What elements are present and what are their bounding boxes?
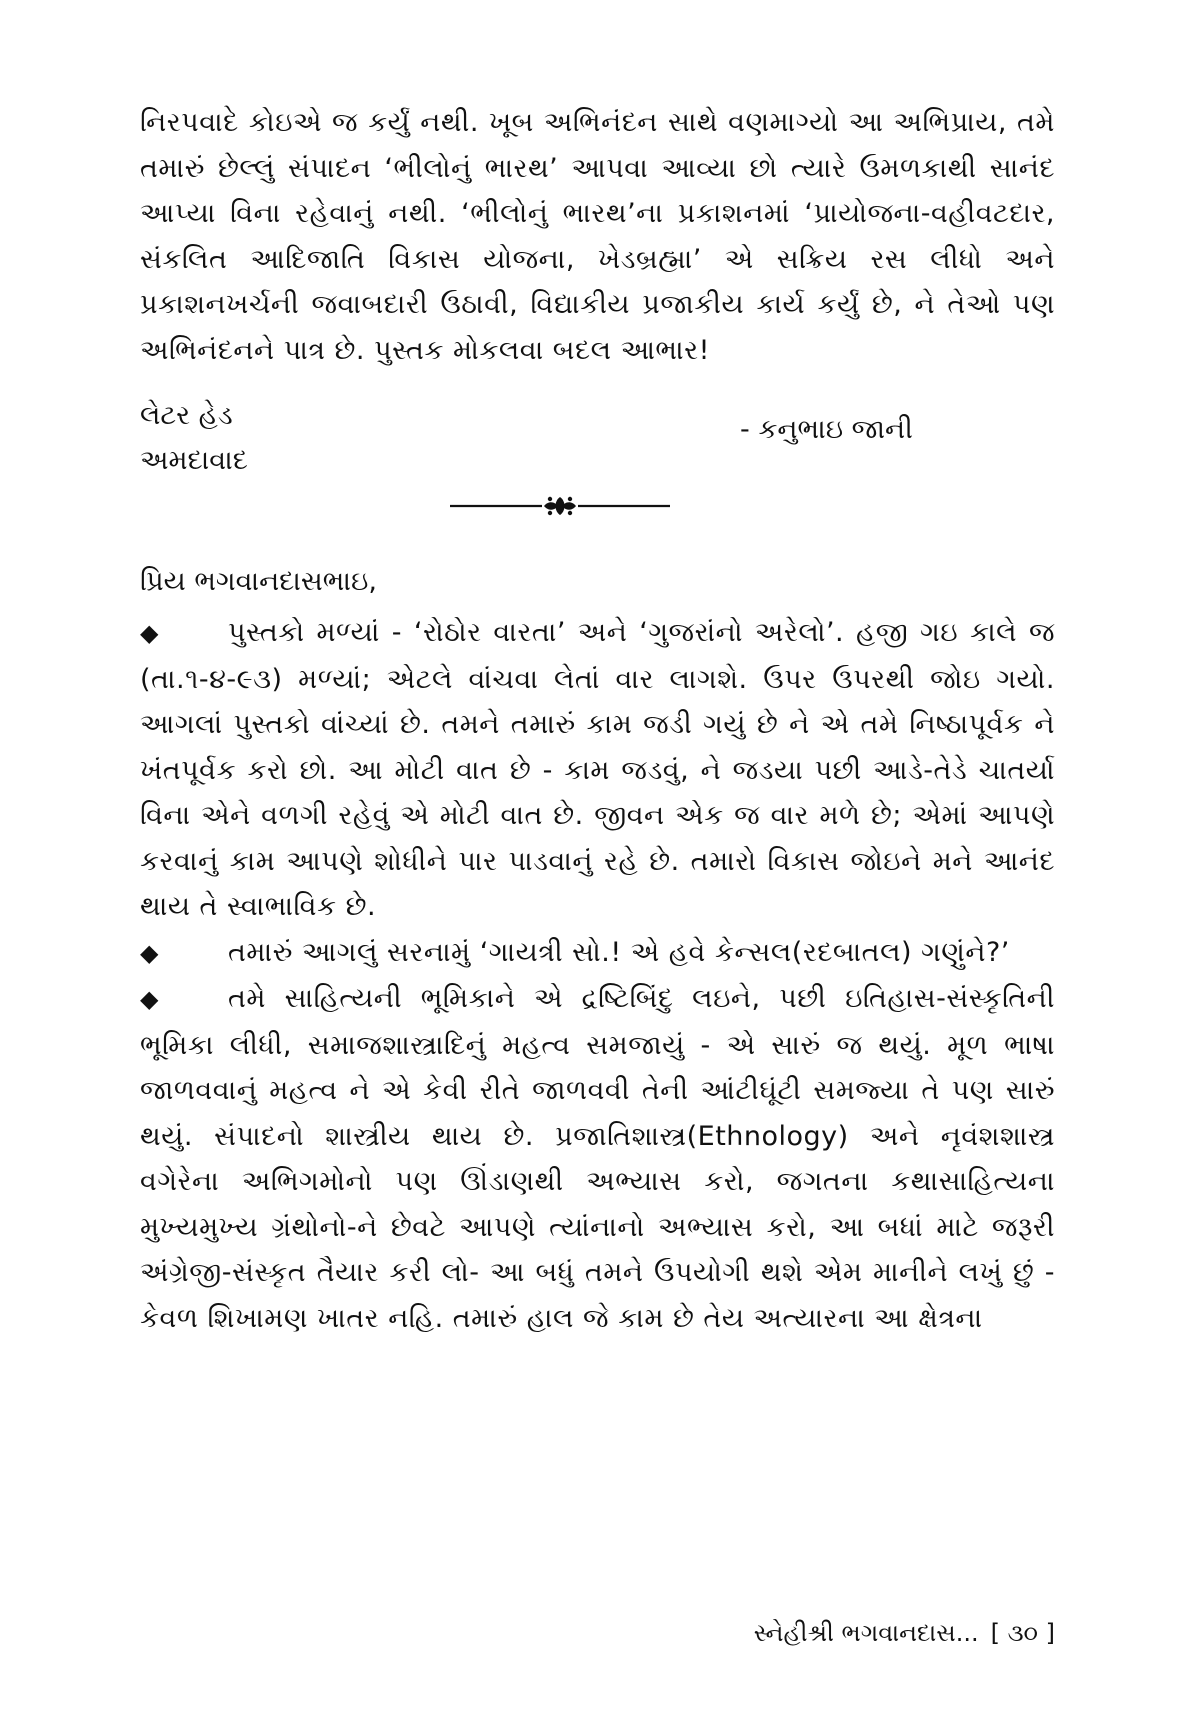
letter2-paragraph-3 <box>140 976 1055 1341</box>
section-divider <box>140 491 1055 531</box>
letter2-paragraph-text: તમારું આગલું સરનામું ‘ગાયત્રી સો.! એ હવે કેન્સલ(રદબાતલ) ગણુંને?’ <box>228 936 1010 968</box>
sender-place-line1: લેટર હેડ <box>140 400 233 431</box>
sender-place-line2: અમદાવાદ <box>140 445 248 476</box>
sender-place <box>140 393 248 483</box>
diamond-bullet-icon: ◆ <box>140 619 159 647</box>
ornament-divider-icon <box>450 491 670 521</box>
letter1-sign-block <box>140 393 1055 503</box>
letter2-paragraph-2 <box>140 930 1055 977</box>
letter1-signature: - કનુભાઇ જાની <box>740 414 913 445</box>
running-title: સ્નેહીશ્રી ભગવાનદાસ... <box>753 1619 979 1647</box>
letter2-paragraph-text: પુસ્તકો મળ્યાં - ‘રોઠોર વારતા’ અને ‘ગુજરાંનો અરેલો’. હજી ગઇ કાલે જ (તા.૧-૪-૯૩) મળ્યાં; એટલે વાંચવા લેતાં વાર લાગશે. ઉપર ઉપરથી જોઇ ગયો. આગલાં પુસ્તકો વાંચ્યાં છે. તમને તમારું કામ જડી ગયું છે ને એ તમે નિષ્ઠાપૂર્વક ને ખંતપૂર્વક કરો છો. આ મોટી વાત છે - કામ જડવું, ને જડયા પછી આડે-તેડે ચાતર્યા વિના એને વળગી રહેવું એ મોટી વાત છે. જીવન એક જ વાર મળે છે; એમાં આપણે કરવાનું કામ આપણે શોધીને પાર પાડવાનું રહે છે. તમારો વિકાસ જોઇને મને આનંદ થાય તે સ્વાભાવિક છે. <box>140 617 1055 922</box>
letter2-salutation: પ્રિય ભગવાનદાસભાઇ, <box>140 566 377 597</box>
diamond-bullet-icon: ◆ <box>140 985 159 1013</box>
letter2-paragraph-1 <box>140 610 1055 930</box>
book-page <box>140 100 1055 1660</box>
diamond-bullet-icon: ◆ <box>140 938 159 967</box>
letter2-paragraph-text: તમે સાહિત્યની ભૂમિકાને એ દ્રષ્ટિબિંદુ લઇને, પછી ઇતિહાસ-સંસ્કૃતિની ભૂમિકા લીધી, સમાજશાસ્ત્રાદિનું મહત્વ સમજાયું - એ સારું જ થયું. મૂળ ભાષા જાળવવાનું મહત્વ ને એ કેવી રીતે જાળવવી તેની આંટીઘૂંટી સમજ્યા તે પણ સારું થયું. સંપાદનો શાસ્ત્રીય થાય છે. પ્રજાતિશાસ્ત્ર(Ethnology) અને નૃવંશશાસ્ત્ર વગેરેના અભિગમોનો પણ ઊંડાણથી અભ્યાસ કરો, જગતના કથાસાહિત્યના મુખ્યમુખ્ય ગ્રંથોનો-ને છેવટે આપણે ત્યાંનાનો અભ્યાસ કરો, આ બધાં માટે જરૂરી અંગ્રેજી-સંસ્કૃત તૈયાર કરી લો- આ બધું તમને ઉપયોગી થશે એમ માનીને લખું છું - કેવળ શિખામણ ખાતર નહિ. તમારું હાલ જે કામ છે તેય અત્યારના આ ક્ષેત્રના <box>140 983 1055 1334</box>
letter1-body: નિરપવાદે કોઇએ જ કર્યું નથી. ખૂબ અભિનંદન સાથે વણમાગ્યો આ અભિપ્રાય, તમે તમારું છેલ્લું સંપાદન ‘ભીલોનું ભારથ’ આપવા આવ્યા છો ત્યારે ઉમળકાથી સાનંદ આપ્યા વિના રહેવાનું નથી. ‘ભીલોનું ભારથ’ના પ્રકાશનમાં ‘પ્રાયોજના-વહીવટદાર, સંકલિત આદિજાતિ વિકાસ યોજના, ખેડબ્રહ્મા’ એ સક્રિય રસ લીધો અને પ્રકાશનખર્ચની જવાબદારી ઉઠાવી, વિદ્યાકીય પ્રજાકીય કાર્ય કર્યું છે, ને તેઓ પણ અભિનંદનને પાત્ર છે. પુસ્તક મોકલવા બદલ આભાર! <box>140 107 1055 366</box>
page-footer <box>754 1616 1055 1650</box>
page-number: [ ૩૦ ] <box>990 1619 1055 1647</box>
